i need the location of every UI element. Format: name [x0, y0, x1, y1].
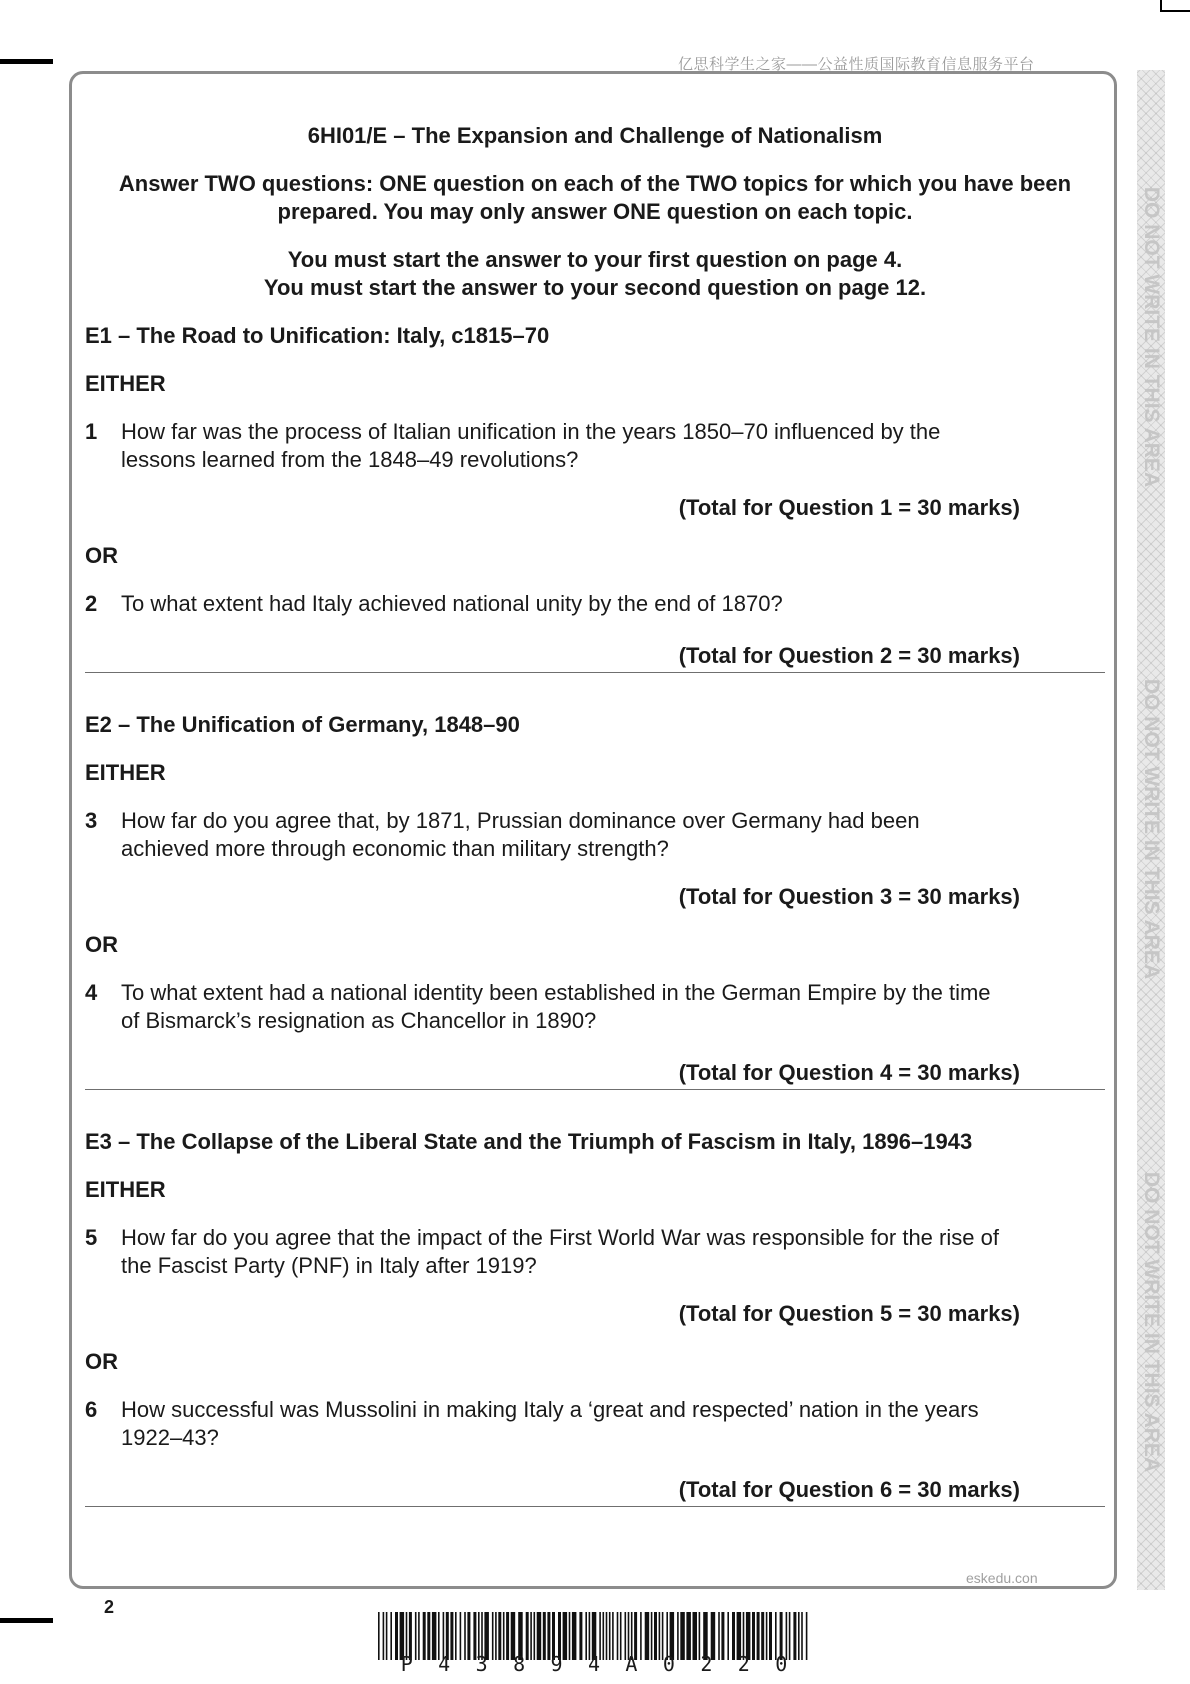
or-label: OR: [85, 543, 118, 568]
barcode-digit: 4: [438, 1652, 451, 1676]
question-6-marks: (Total for Question 6 = 30 marks): [678, 1477, 1020, 1502]
question-1-marks: (Total for Question 1 = 30 marks): [678, 495, 1020, 520]
question-2-marks: (Total for Question 2 = 30 marks): [678, 643, 1020, 668]
either-label: EITHER: [85, 760, 166, 785]
question-text: How successful was Mussolini in making Italy a ‘great and respected’ nation in the years 1922–43?: [121, 1397, 979, 1450]
crop-mark-bottom-left: [0, 1618, 53, 1623]
question-1: [85, 418, 1105, 474]
question-3: [85, 807, 1105, 863]
question-text: To what extent had Italy achieved national unity by the end of 1870?: [121, 591, 783, 616]
question-text: How far do you agree that the impact of the First World War was responsible for the rise of the Fascist Party (PNF) in Italy after 1919?: [121, 1225, 999, 1278]
crop-mark-top-right-h: [1160, 10, 1190, 12]
topic-heading-e3: E3 – The Collapse of the Liberal State and the Triumph of Fascism in Italy, 1896–1943: [85, 1129, 973, 1154]
barcode-digit: 4: [587, 1652, 601, 1676]
question-number: 6: [85, 1397, 98, 1422]
barcode-digit: 9: [550, 1652, 563, 1676]
page-number: 2: [104, 1597, 115, 1617]
question-5-marks: (Total for Question 5 = 30 marks): [678, 1301, 1020, 1326]
crop-mark-top-left: [0, 59, 53, 64]
instruction-questions: Answer TWO questions: ONE question on each of the TWO topics for which you have been prepared. You may only answer ONE question on each topic.: [118, 171, 1072, 224]
or-label: OR: [85, 1349, 118, 1374]
question-4: [85, 979, 1105, 1035]
barcode-digit: 2: [737, 1652, 750, 1676]
question-3-marks: (Total for Question 3 = 30 marks): [678, 884, 1020, 909]
crop-mark-top-right: [1160, 0, 1162, 10]
question-text: To what extent had a national identity been established in the German Empire by the time of Bismarck’s resignation as Chancellor in 1890?: [121, 980, 991, 1033]
barcode-digit: 3: [475, 1652, 488, 1676]
question-number: 1: [85, 419, 98, 444]
question-5: [85, 1224, 1105, 1280]
question-text: How far was the process of Italian unification in the years 1850–70 influenced by the lessons learned from the 1848–49 revolutions?: [121, 419, 941, 472]
paper-title: 6HI01/E – The Expansion and Challenge of Nationalism: [307, 123, 883, 148]
question-number: 5: [85, 1225, 98, 1250]
question-4-marks: (Total for Question 4 = 30 marks): [678, 1060, 1020, 1085]
or-label: OR: [85, 932, 118, 957]
section-divider: [85, 1506, 1105, 1507]
either-label: EITHER: [85, 1177, 166, 1202]
question-2: [85, 590, 1105, 618]
question-number: 4: [85, 980, 98, 1005]
watermark-bottom: eskedu.con: [966, 1570, 1038, 1586]
exam-content: [85, 110, 1105, 1507]
barcode-digits: [378, 1652, 810, 1676]
question-number: 2: [85, 591, 98, 616]
barcode-digit: 2: [700, 1652, 713, 1676]
topic-heading-e2: E2 – The Unification of Germany, 1848–90: [85, 712, 520, 737]
question-number: 3: [85, 808, 98, 833]
barcode-digit: 0: [662, 1652, 675, 1676]
instruction-first-answer: You must start the answer to your first question on page 4.: [287, 247, 903, 272]
instruction-second-answer: You must start the answer to your second question on page 12.: [263, 275, 927, 300]
question-6: [85, 1396, 1105, 1452]
barcode-digit: P: [400, 1652, 413, 1676]
barcode-digit: 8: [513, 1652, 526, 1676]
barcode-digit: 0: [775, 1652, 788, 1676]
section-divider: [85, 672, 1105, 673]
question-text: How far do you agree that, by 1871, Prussian dominance over Germany had been achieved more through economic than military strength?: [121, 808, 920, 861]
watermark-top: 亿思科学生之家——公益性质国际教育信息服务平台: [678, 56, 1035, 73]
barcode-digit: A: [625, 1652, 638, 1676]
either-label: EITHER: [85, 371, 166, 396]
section-divider: [85, 1089, 1105, 1090]
topic-heading-e1: E1 – The Road to Unification: Italy, c1815–70: [85, 323, 550, 348]
